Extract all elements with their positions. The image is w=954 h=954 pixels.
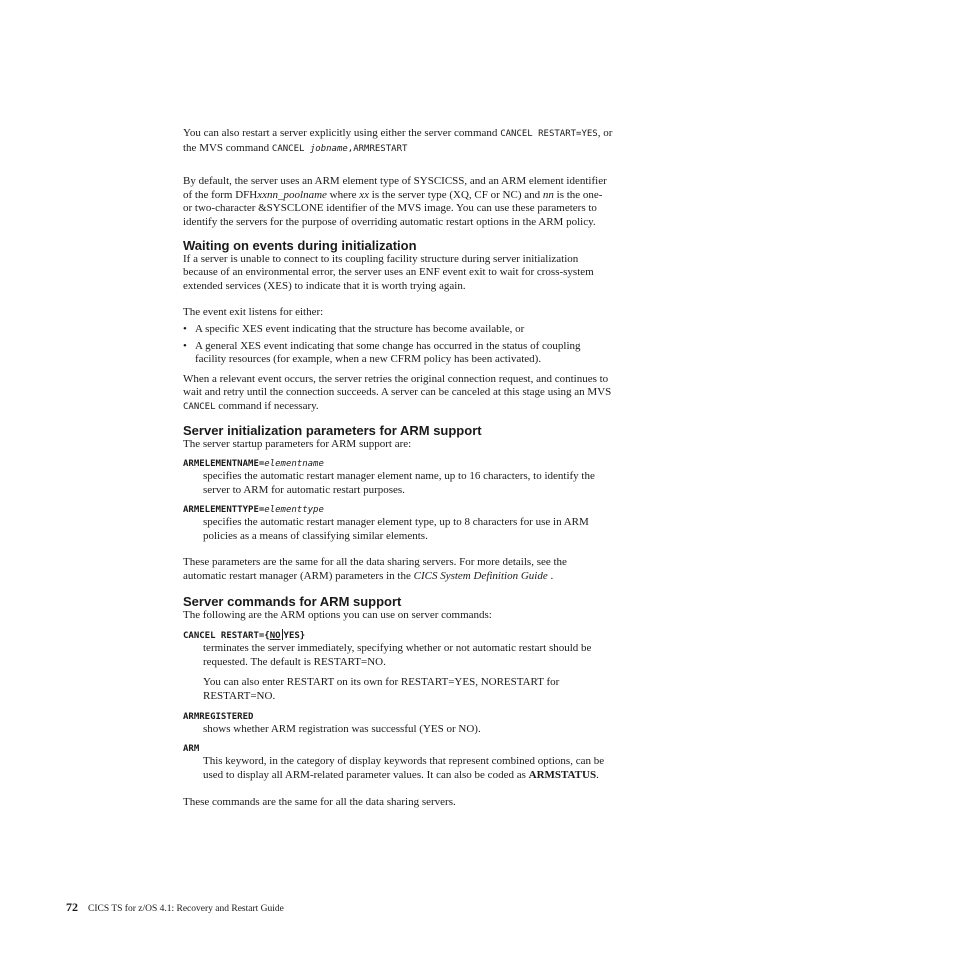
cmd-desc-cancel-restart: terminates the server immediately, specifying whether or not automatic restart should be requested. The default is RESTART=NO. [203, 642, 592, 668]
heading-waiting-events: Waiting on events during initialization [183, 237, 417, 253]
paragraph-event-exit: The event exit listens for either: [183, 306, 324, 319]
separator-bar [282, 629, 283, 640]
heading-server-commands: Server commands for ARM support [183, 593, 402, 609]
page-number: 72 [66, 900, 78, 914]
bullet-list [183, 323, 613, 367]
page-footer [66, 900, 284, 915]
cmd-term-cancel-restart: CANCEL RESTART={NO YES} [183, 631, 306, 642]
footer-title: CICS TS for z/OS 4.1: Recovery and Restart Guide [88, 904, 284, 914]
code-cancel-restart: CANCEL RESTART=YES [500, 129, 598, 139]
cmd-desc-restart-alone: You can also enter RESTART on its own for RESTART=YES, NORESTART for RESTART=NO. [203, 676, 560, 703]
heading-init-params: Server initialization parameters for ARM support [183, 422, 482, 438]
main-column [183, 127, 613, 810]
param-desc-elementname: specifies the automatic restart manager element name, up to 16 characters, to identify the server to ARM for automatic restart purposes. [203, 470, 595, 496]
paragraph-restart-command: You can also restart a server explicitly using either the server command CANCEL RESTART=YES, or the MVS command CANCEL jobname,ARMRESTART [183, 127, 613, 154]
paragraph-commands-same: These commands are the same for all the data sharing servers. [183, 796, 456, 809]
cmd-desc-arm: This keyword, in the category of display keywords that represent combined options, can be used to display all ARM-related parameter values. It can also be coded as ARMSTATUS. [203, 755, 605, 781]
code-cancel: CANCEL [271, 143, 310, 154]
cmd-desc-armregistered: shows whether ARM registration was successful (YES or NO). [203, 722, 481, 735]
param-desc-elementtype: specifies the automatic restart manager element type, up to 8 characters for use in ARM policies as a means of classifying similar elements. [203, 516, 589, 542]
paragraph-startup-params: The server startup parameters for ARM support are: [183, 437, 412, 450]
cmd-term-arm: ARM [183, 744, 200, 755]
code-cancel: CANCEL [183, 401, 216, 412]
list-item: • A specific XES event indicating that the structure has become available, or [183, 322, 525, 335]
paragraph-enf-exit: If a server is unable to connect to its coupling facility structure during server initialization because of an environmental error, the server uses an ENF event exit to wait for cross-system extended services (XES) to indicate that it is worth trying again. [183, 252, 594, 292]
paragraph-arm-options: The following are the ARM options you can use on server commands: [183, 608, 492, 621]
code-armrestart: ,ARMRESTART [347, 143, 408, 154]
link-cics-system-definition-guide: CICS System Definition Guide [413, 570, 548, 583]
code-jobname: jobname [309, 143, 348, 154]
param-term-elementname: ARMELEMENTNAME=elementname [183, 459, 324, 470]
list-item: • A general XES event indicating that some change has occurred in the status of coupling facility resources (for example, when a new CFRM policy has been activated). [183, 339, 581, 366]
param-term-elementtype: ARMELEMENTTYPE=elementtype [183, 505, 324, 516]
paragraph-params-same: These parameters are the same for all the data sharing servers. For more details, see the automatic restart manager (ARM) parameters in the CICS System Definition Guide . [183, 556, 567, 583]
cmd-term-armregistered: ARMREGISTERED [183, 711, 254, 722]
paragraph-default-element: By default, the server uses an ARM element type of SYSCICSS, and an ARM element identifier of the form DFHxxnn_poolname where xx is the server type (XQ, CF or NC) and nn is the one- or two-character &SYSCLONE identifier of the MVS image. You can use these parameters to identify the servers for the purpose of overriding automatic restart options in the ARM policy. [183, 175, 607, 228]
paragraph-relevant-event: When a relevant event occurs, the server retries the original connection request, and continues to wait and retry until the connection succeeds. A server can be canceled at this stage using an MVS CANCEL command if necessary. [183, 372, 612, 412]
